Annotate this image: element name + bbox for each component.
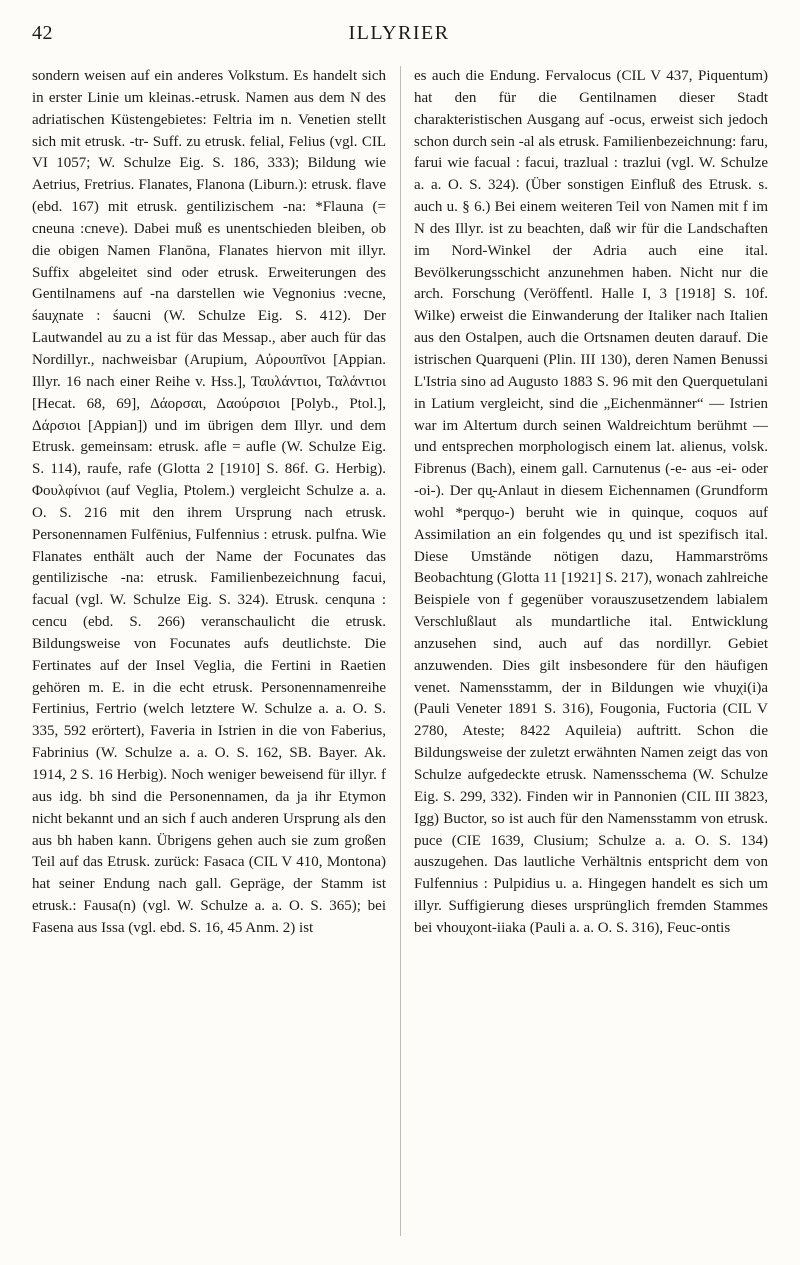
text-columns bbox=[32, 66, 768, 1246]
page-header bbox=[32, 22, 766, 52]
left-column-paragraph: sondern weisen auf ein anderes Volkstum. Es handelt sich in erster Linie um kleinas.-etrusk. Namen aus dem N des adriatischen Küstengebietes: Feltria im n. Venetien stellt sich mit etrusk. -tr- Suff. zu etrusk. felial, Felius (vgl. CIL VI 1057; W. Schulze Eig. S. 186, 333); Bildung wie Aetrius, Fretrius. Flanates, Flanona (Liburn.): etrusk. flave (ebd. 167) mit etrusk. gentilizischem -na: *Flauna (= cneuna :cneve). Dabei muß es unentschieden bleiben, ob die obigen Namen Flanōna, Flanates hiervon mit illyr. Suffix abgeleitet sind oder etrusk. Erweiterungen des Gentilnamens auf -na darstellen wie Vegnonius :vecne, śauχnate : śaucni (W. Schulze Eig. S. 412). Der Lautwandel au zu a ist für das Messap., aber auch für das Nordillyr., nachweisbar (Arupium, Αὐρουπῖνοι [Appian. Illyr. 16 nach einer Reihe v. Hss.], Ταυλάντιοι, Ταλάντιοι [Hecat. 68, 69], Δάορσαι, Δαούρσιοι [Polyb., Ptol.], Δάρσιοι [Appian]) und im übrigen dem Illyr. und dem Etrusk. gemeinsam: etrusk. afle = aufle (W. Schulze Eig. S. 114), raufe, rafe (Glotta 2 [1910] S. 86f. G. Herbig). Φουλφίνιοι (auf Veglia, Ptolem.) vergleicht Schulze a. a. O. S. 216 mit den ihrem Ursprung nach etrusk. Personennamen Fulfēnius, Fulfennius : etrusk. pulfna. Wie Flanates enthält auch der Name der Focunates das gentilizische -na: etrusk. Familienbezeichnung facui, facual (vgl. W. Schulze Eig. S. 324). Etrusk. cenquna : cencu (ebd. S. 266) veranschaulicht die etrusk. Bildungsweise von Focunates aufs deutlichste. Die Fertinates auf der Insel Veglia, die Fertini in Raetien gehören m. E. in die echt etrusk. Personennamenreihe Fertinius, Fertrio (welch letztere W. Schulze a. a. O. S. 335, 592 erörtert), Faveria in Istrien in die von Faberius, Fabrinius (W. Schulze a. a. O. S. 162, SB. Bayer. Ak. 1914, 2 S. 16 Herbig). Noch weniger beweisend für illyr. f aus idg. bh sind die Personennamen, da ja ihr Etymon nicht bekannt und an sich f auch anderen Ursprung als den aus bh haben kann. Übrigens gehen auch sie zum großen Teil auf das Etrusk. zurück: Fasaca (CIL V 410, Montona) hat seiner Endung nach gall. Gepräge, der Stamm ist etrusk.: Fausa(n) (vgl. W. Schulze a. a. O. S. 365); bei Fasena aus Issa (vgl. ebd. S. 16, 45 Anm. 2) ist bbox=[32, 68, 386, 936]
right-column bbox=[414, 66, 768, 940]
page-number: 42 bbox=[32, 22, 53, 44]
right-column-paragraph: es auch die Endung. Fervalocus (CIL V 437, Piquentum) hat den für die Gentilnamen dieser Stadt charakteristischen Ausgang auf -ocus, erweist sich jedoch schon durch sein -al als etrusk. Familienbezeichnung: faru, farui wie facual : facui, trazlual : trazlui (vgl. W. Schulze a. a. O. S. 324). (Über sonstigen Einfluß des Etrusk. s. auch u. § 6.) Bei einem weiteren Teil von Namen mit f im N des Illyr. ist zu beachten, daß wir für die Landschaften im Nord-Winkel der Adria auch eine ital. Bevölkerungsschicht anzunehmen haben. Nicht nur die arch. Forschung (Veröffentl. Halle I, 3 [1918] S. 10f. Wilke) erweist die Einwanderung der Italiker nach Italien aus den Ostalpen, auch die Ortsnamen deuten darauf. Die istrischen Quarqueni (Plin. III 130), deren Namen Benussi L'Istria sino ad Augusto 1883 S. 96 mit den Querquetulani in Latium vergleicht, sind die „Eichenmänner“ — Istrien war im Altertum durch seinen Waldreichtum berühmt — und entsprechen morphologisch einem lat. alienus, volsk. Fibrenus (Bach), einem gall. Carnutenus (-e- aus -ei- oder -oi-). Der qu̯-Anlaut in diesem Eichennamen (Grundform wohl *perqu̯o-) beruht wie in quinque, coquos auf Assimilation an ein folgendes qu̯ und ist spezifisch ital. Diese Umstände nötigen dazu, Hammarströms Beobachtung (Glotta 11 [1921] S. 217), wonach zahlreiche Beispiele von f gegenüber vorauszusetzendem labialem Verschlußlaut als mundartliche ital. Entwicklung anzusehen sind, auch auf das nordillyr. Gebiet anzuwenden. Dies gilt insbesondere für den häufigen venet. Namensstamm, der in Bildungen wie vhuχi(i)a (Pauli Veneter 1891 S. 316), Fougonia, Fuctoria (CIL V 2780, Ateste; 8422 Aquileia) auftritt. Schon die Bildungsweise der zuletzt erwähnten Namen zeigt das von Schulze aufgedeckte etrusk. Namensschema (W. Schulze Eig. S. 299, 332). Finden wir in Pannonien (CIL III 3823, Igg) Buctor, so ist auch für den Namensstamm von etrusk. puce (CIE 1639, Clusium; Schulze a. a. O. S. 134) auszugehen. Das lautliche Verhältnis entspricht dem von Fulfennius : Pulpidius u. a. Hingegen handelt es sich um illyr. Suffigierung dieses ursprünglich fremden Stammes bei vhouχont-iiaka (Pauli a. a. O. S. 316), Feuc-ontis bbox=[414, 68, 768, 936]
running-title: ILLYRIER bbox=[348, 22, 450, 44]
left-column bbox=[32, 66, 386, 940]
column-divider bbox=[400, 66, 401, 1236]
